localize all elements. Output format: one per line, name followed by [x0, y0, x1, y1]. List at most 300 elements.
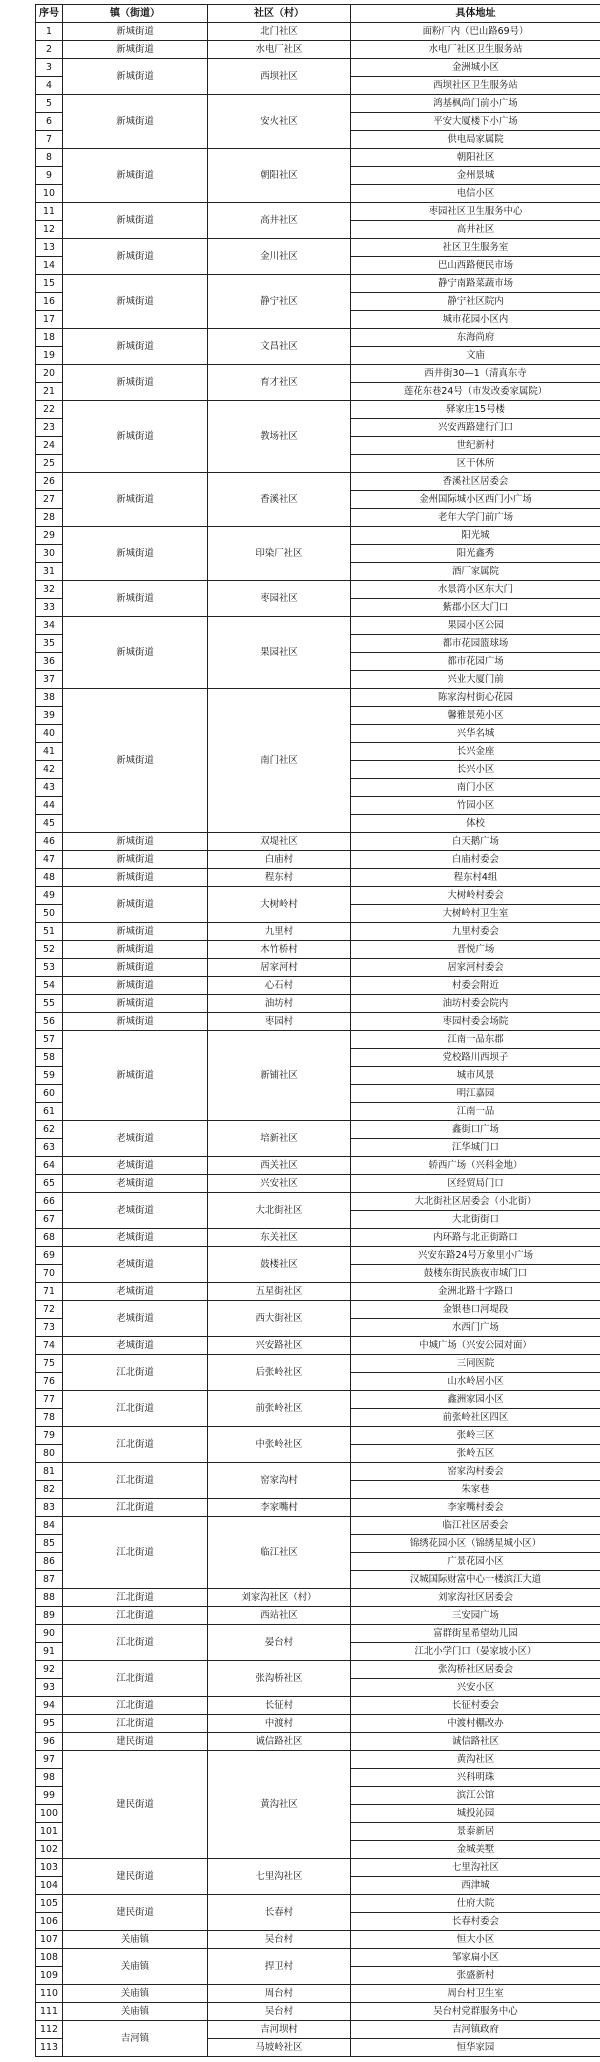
community-cell: 兴安社区 — [208, 1175, 351, 1193]
community-cell: 南门社区 — [208, 689, 351, 833]
address-cell: 鼓楼东街民族夜市城门口 — [351, 1265, 600, 1283]
community-cell: 果园社区 — [208, 617, 351, 689]
address-cell: 长征村委会 — [351, 1697, 600, 1715]
address-cell: 朝阳社区 — [351, 149, 600, 167]
town-cell: 新城街道 — [63, 41, 208, 59]
table-row — [36, 1193, 600, 1211]
community-cell: 窑家沟村 — [208, 1463, 351, 1499]
community-cell: 后张岭社区 — [208, 1355, 351, 1391]
serial-cell: 69 — [36, 1247, 63, 1265]
serial-cell: 83 — [36, 1499, 63, 1517]
town-cell: 吉河镇 — [63, 2021, 208, 2057]
address-cell: 程东村4组 — [351, 869, 600, 887]
table-row — [36, 1229, 600, 1247]
community-cell: 七里沟社区 — [208, 1859, 351, 1895]
community-cell: 西关社区 — [208, 1157, 351, 1175]
serial-cell: 26 — [36, 473, 63, 491]
serial-cell: 109 — [36, 1967, 63, 1985]
address-cell: 临江社区居委会 — [351, 1517, 600, 1535]
serial-cell: 9 — [36, 167, 63, 185]
serial-cell: 72 — [36, 1301, 63, 1319]
serial-cell: 4 — [36, 77, 63, 95]
address-cell: 金洲北路十字路口 — [351, 1283, 600, 1301]
serial-cell: 65 — [36, 1175, 63, 1193]
community-cell: 油坊村 — [208, 995, 351, 1013]
town-cell: 新城街道 — [63, 923, 208, 941]
address-cell: 恒华家园 — [351, 2039, 600, 2057]
address-cell: 诚信路社区 — [351, 1733, 600, 1751]
town-cell: 新城街道 — [63, 527, 208, 581]
serial-cell: 12 — [36, 221, 63, 239]
community-cell: 居家河村 — [208, 959, 351, 977]
table-row — [36, 941, 600, 959]
town-cell: 新城街道 — [63, 851, 208, 869]
table-row — [36, 1697, 600, 1715]
serial-cell: 11 — [36, 203, 63, 221]
serial-cell: 87 — [36, 1571, 63, 1589]
serial-cell: 14 — [36, 257, 63, 275]
address-cell: 阳光城 — [351, 527, 600, 545]
table-row — [36, 689, 600, 707]
town-cell: 老城街道 — [63, 1247, 208, 1283]
header-town: 镇（街道） — [63, 5, 208, 23]
serial-cell: 71 — [36, 1283, 63, 1301]
town-cell: 关庙镇 — [63, 1949, 208, 1985]
town-cell: 新城街道 — [63, 275, 208, 329]
town-cell: 建民街道 — [63, 1895, 208, 1931]
table-row — [36, 401, 600, 419]
community-cell: 北门社区 — [208, 23, 351, 41]
community-cell: 新铺社区 — [208, 1031, 351, 1121]
serial-cell: 54 — [36, 977, 63, 995]
table-row — [36, 1031, 600, 1049]
town-cell: 新城街道 — [63, 203, 208, 239]
town-cell: 新城街道 — [63, 869, 208, 887]
community-cell: 心石村 — [208, 977, 351, 995]
table-row — [36, 995, 600, 1013]
serial-cell: 35 — [36, 635, 63, 653]
address-cell: 城投沁园 — [351, 1805, 600, 1823]
table-row — [36, 59, 600, 77]
address-cell: 山水岭居小区 — [351, 1373, 600, 1391]
serial-cell: 66 — [36, 1193, 63, 1211]
address-cell: 周台村卫生室 — [351, 1985, 600, 2003]
serial-cell: 46 — [36, 833, 63, 851]
town-cell: 新城街道 — [63, 473, 208, 527]
community-cell: 周台村 — [208, 1985, 351, 2003]
serial-cell: 73 — [36, 1319, 63, 1337]
table-row — [36, 1859, 600, 1877]
town-cell: 新城街道 — [63, 59, 208, 95]
address-cell: 文庙 — [351, 347, 600, 365]
table-row — [36, 1121, 600, 1139]
community-cell: 西站社区 — [208, 1607, 351, 1625]
address-cell: 水景湾小区东大门 — [351, 581, 600, 599]
serial-cell: 48 — [36, 869, 63, 887]
community-cell: 白庙村 — [208, 851, 351, 869]
serial-cell: 94 — [36, 1697, 63, 1715]
town-cell: 关庙镇 — [63, 1985, 208, 2003]
serial-cell: 56 — [36, 1013, 63, 1031]
address-cell: 张岭五区 — [351, 1445, 600, 1463]
table-row — [36, 1661, 600, 1679]
town-cell: 江北街道 — [63, 1697, 208, 1715]
table-row — [36, 617, 600, 635]
serial-cell: 13 — [36, 239, 63, 257]
address-cell: 驿家庄15号楼 — [351, 401, 600, 419]
town-cell: 老城街道 — [63, 1121, 208, 1157]
address-cell: 恒大小区 — [351, 1931, 600, 1949]
serial-cell: 86 — [36, 1553, 63, 1571]
serial-cell: 53 — [36, 959, 63, 977]
table-row — [36, 977, 600, 995]
address-cell: 社区卫生服务室 — [351, 239, 600, 257]
address-cell: 白庙村委会 — [351, 851, 600, 869]
serial-cell: 59 — [36, 1067, 63, 1085]
town-cell: 关庙镇 — [63, 1931, 208, 1949]
serial-cell: 16 — [36, 293, 63, 311]
community-cell: 中渡村 — [208, 1715, 351, 1733]
table-row — [36, 1175, 600, 1193]
town-cell: 新城街道 — [63, 977, 208, 995]
serial-cell: 34 — [36, 617, 63, 635]
serial-cell: 15 — [36, 275, 63, 293]
community-cell: 教场社区 — [208, 401, 351, 473]
table-row — [36, 1247, 600, 1265]
address-cell: 供电局家属院 — [351, 131, 600, 149]
address-cell: 汉城国际财富中心一楼滨江大道 — [351, 1571, 600, 1589]
town-cell: 新城街道 — [63, 149, 208, 203]
serial-cell: 1 — [36, 23, 63, 41]
serial-cell: 6 — [36, 113, 63, 131]
community-cell: 双堤社区 — [208, 833, 351, 851]
address-cell: 紫郡小区大门口 — [351, 599, 600, 617]
address-cell: 酒厂家属院 — [351, 563, 600, 581]
community-cell: 前张岭社区 — [208, 1391, 351, 1427]
serial-cell: 68 — [36, 1229, 63, 1247]
address-cell: 陈家沟村街心花园 — [351, 689, 600, 707]
header-community: 社区（村） — [208, 5, 351, 23]
town-cell: 关庙镇 — [63, 2003, 208, 2021]
serial-cell: 10 — [36, 185, 63, 203]
serial-cell: 22 — [36, 401, 63, 419]
address-cell: 江南一品 — [351, 1103, 600, 1121]
community-cell: 育才社区 — [208, 365, 351, 401]
community-cell: 朝阳社区 — [208, 149, 351, 203]
address-cell: 高井社区 — [351, 221, 600, 239]
address-cell: 馨雅景苑小区 — [351, 707, 600, 725]
address-cell: 鑫街口广场 — [351, 1121, 600, 1139]
table-row — [36, 851, 600, 869]
header-row — [36, 5, 600, 23]
serial-cell: 90 — [36, 1625, 63, 1643]
serial-cell: 17 — [36, 311, 63, 329]
serial-cell: 55 — [36, 995, 63, 1013]
serial-cell: 97 — [36, 1751, 63, 1769]
community-cell: 吴台村 — [208, 2003, 351, 2021]
table-row — [36, 1301, 600, 1319]
serial-cell: 58 — [36, 1049, 63, 1067]
town-cell: 老城街道 — [63, 1193, 208, 1229]
serial-cell: 47 — [36, 851, 63, 869]
address-cell: 邹家扁小区 — [351, 1949, 600, 1967]
serial-cell: 27 — [36, 491, 63, 509]
serial-cell: 19 — [36, 347, 63, 365]
town-cell: 建民街道 — [63, 1859, 208, 1895]
address-cell: 水西门广场 — [351, 1319, 600, 1337]
serial-cell: 84 — [36, 1517, 63, 1535]
address-cell: 吴台村党群服务中心 — [351, 2003, 600, 2021]
address-cell: 张盛新村 — [351, 1967, 600, 1985]
serial-cell: 91 — [36, 1643, 63, 1661]
serial-cell: 37 — [36, 671, 63, 689]
town-cell: 新城街道 — [63, 833, 208, 851]
serial-cell: 78 — [36, 1409, 63, 1427]
town-cell: 新城街道 — [63, 95, 208, 149]
serial-cell: 62 — [36, 1121, 63, 1139]
table-row — [36, 329, 600, 347]
address-cell: 窑家沟村委会 — [351, 1463, 600, 1481]
serial-cell: 85 — [36, 1535, 63, 1553]
serial-cell: 51 — [36, 923, 63, 941]
address-cell: 金银巷口河堤段 — [351, 1301, 600, 1319]
community-cell: 高井社区 — [208, 203, 351, 239]
table-row — [36, 1337, 600, 1355]
address-cell: 枣园社区卫生服务中心 — [351, 203, 600, 221]
serial-cell: 43 — [36, 779, 63, 797]
serial-cell: 36 — [36, 653, 63, 671]
address-cell: 中城广场（兴安公园对面） — [351, 1337, 600, 1355]
serial-cell: 8 — [36, 149, 63, 167]
serial-cell: 75 — [36, 1355, 63, 1373]
header-serial: 序号 — [36, 5, 63, 23]
table-row — [36, 203, 600, 221]
town-cell: 新城街道 — [63, 941, 208, 959]
community-cell: 诚信路社区 — [208, 1733, 351, 1751]
town-cell: 新城街道 — [63, 1013, 208, 1031]
table-row — [36, 1157, 600, 1175]
address-cell: 金州景城 — [351, 167, 600, 185]
town-cell: 建民街道 — [63, 1733, 208, 1751]
community-cell: 五星街社区 — [208, 1283, 351, 1301]
address-cell: 区干休所 — [351, 455, 600, 473]
address-cell: 江南一品东郡 — [351, 1031, 600, 1049]
community-cell: 静宁社区 — [208, 275, 351, 329]
serial-cell: 33 — [36, 599, 63, 617]
community-cell: 吉河坝村 — [208, 2021, 351, 2039]
serial-cell: 108 — [36, 1949, 63, 1967]
serial-cell: 101 — [36, 1823, 63, 1841]
header-address: 具体地址 — [351, 5, 600, 23]
town-cell: 江北街道 — [63, 1499, 208, 1517]
address-cell: 锦绣花园小区（锦绣星城小区） — [351, 1535, 600, 1553]
serial-cell: 103 — [36, 1859, 63, 1877]
address-cell: 兴华名城 — [351, 725, 600, 743]
table-row — [36, 959, 600, 977]
serial-cell: 88 — [36, 1589, 63, 1607]
town-cell: 老城街道 — [63, 1301, 208, 1337]
town-cell: 老城街道 — [63, 1157, 208, 1175]
address-cell: 白天鹅广场 — [351, 833, 600, 851]
town-cell: 老城街道 — [63, 1283, 208, 1301]
town-cell: 江北街道 — [63, 1715, 208, 1733]
table-row — [36, 869, 600, 887]
community-cell: 长春村 — [208, 1895, 351, 1931]
address-cell: 大北街社区居委会（小北街） — [351, 1193, 600, 1211]
table-row — [36, 1895, 600, 1913]
table-row — [36, 1733, 600, 1751]
town-cell: 老城街道 — [63, 1337, 208, 1355]
address-cell: 兴科明珠 — [351, 1769, 600, 1787]
town-cell: 建民街道 — [63, 1751, 208, 1859]
serial-cell: 38 — [36, 689, 63, 707]
address-cell: 东海尚府 — [351, 329, 600, 347]
serial-cell: 25 — [36, 455, 63, 473]
serial-cell: 95 — [36, 1715, 63, 1733]
town-cell: 新城街道 — [63, 689, 208, 833]
address-cell: 广景花园小区 — [351, 1553, 600, 1571]
table-row — [36, 1985, 600, 2003]
town-cell: 新城街道 — [63, 329, 208, 365]
table-body — [36, 23, 600, 2057]
address-cell: 大树岭村卫生室 — [351, 905, 600, 923]
town-cell: 江北街道 — [63, 1661, 208, 1697]
serial-cell: 110 — [36, 1985, 63, 2003]
table-row — [36, 1355, 600, 1373]
community-cell: 张沟桥社区 — [208, 1661, 351, 1697]
serial-cell: 49 — [36, 887, 63, 905]
serial-cell: 57 — [36, 1031, 63, 1049]
address-cell: 香溪社区居委会 — [351, 473, 600, 491]
serial-cell: 82 — [36, 1481, 63, 1499]
serial-cell: 60 — [36, 1085, 63, 1103]
town-cell: 江北街道 — [63, 1607, 208, 1625]
serial-cell: 107 — [36, 1931, 63, 1949]
address-cell: 体校 — [351, 815, 600, 833]
community-cell: 枣园社区 — [208, 581, 351, 617]
serial-cell: 40 — [36, 725, 63, 743]
community-cell: 西坝社区 — [208, 59, 351, 95]
community-cell: 香溪社区 — [208, 473, 351, 527]
table-row — [36, 1391, 600, 1409]
community-cell: 金川社区 — [208, 239, 351, 275]
community-cell: 鼓楼社区 — [208, 1247, 351, 1283]
town-cell: 老城街道 — [63, 1175, 208, 1193]
address-cell: 都市花园篮球场 — [351, 635, 600, 653]
address-cell: 滨江公馆 — [351, 1787, 600, 1805]
table-row — [36, 527, 600, 545]
serial-cell: 89 — [36, 1607, 63, 1625]
table-row — [36, 1751, 600, 1769]
community-cell: 文昌社区 — [208, 329, 351, 365]
community-cell: 印染厂社区 — [208, 527, 351, 581]
address-cell: 前张岭社区四区 — [351, 1409, 600, 1427]
address-cell: 中渡村棚改办 — [351, 1715, 600, 1733]
address-cell: 朱家巷 — [351, 1481, 600, 1499]
address-cell: 西坝社区卫生服务站 — [351, 77, 600, 95]
serial-cell: 28 — [36, 509, 63, 527]
address-cell: 江华城门口 — [351, 1139, 600, 1157]
town-cell: 新城街道 — [63, 617, 208, 689]
address-cell: 静宁南路菜蔬市场 — [351, 275, 600, 293]
table-row — [36, 581, 600, 599]
serial-cell: 77 — [36, 1391, 63, 1409]
serial-cell: 50 — [36, 905, 63, 923]
serial-cell: 81 — [36, 1463, 63, 1481]
table-row — [36, 41, 600, 59]
table-row — [36, 23, 600, 41]
address-cell: 静宁社区院内 — [351, 293, 600, 311]
community-cell: 刘家沟社区（村） — [208, 1589, 351, 1607]
address-table — [35, 4, 600, 2057]
address-cell: 明江嘉园 — [351, 1085, 600, 1103]
table-row — [36, 833, 600, 851]
address-cell: 九里村委会 — [351, 923, 600, 941]
address-cell: 兴安小区 — [351, 1679, 600, 1697]
address-cell: 城市风景 — [351, 1067, 600, 1085]
serial-cell: 106 — [36, 1913, 63, 1931]
town-cell: 江北街道 — [63, 1589, 208, 1607]
town-cell: 新城街道 — [63, 581, 208, 617]
address-cell: 江北小学门口（晏家坡小区） — [351, 1643, 600, 1661]
community-cell: 程东村 — [208, 869, 351, 887]
community-cell: 培新社区 — [208, 1121, 351, 1157]
address-cell: 电信小区 — [351, 185, 600, 203]
community-cell: 安火社区 — [208, 95, 351, 149]
town-cell: 新城街道 — [63, 401, 208, 473]
address-cell: 西津城 — [351, 1877, 600, 1895]
address-cell: 富群街星希望幼儿园 — [351, 1625, 600, 1643]
address-cell: 平安大厦楼下小广场 — [351, 113, 600, 131]
table-row — [36, 887, 600, 905]
serial-cell: 112 — [36, 2021, 63, 2039]
serial-cell: 111 — [36, 2003, 63, 2021]
serial-cell: 39 — [36, 707, 63, 725]
serial-cell: 61 — [36, 1103, 63, 1121]
serial-cell: 79 — [36, 1427, 63, 1445]
address-cell: 张沟桥社区居委会 — [351, 1661, 600, 1679]
address-cell: 兴业大厦门前 — [351, 671, 600, 689]
table-row — [36, 2021, 600, 2039]
address-cell: 世纪新村 — [351, 437, 600, 455]
community-cell: 九里村 — [208, 923, 351, 941]
serial-cell: 44 — [36, 797, 63, 815]
community-cell: 黄沟社区 — [208, 1751, 351, 1859]
address-cell: 城市花园小区内 — [351, 311, 600, 329]
table-row — [36, 1931, 600, 1949]
serial-cell: 52 — [36, 941, 63, 959]
address-cell: 鸿基枫尚门前小广场 — [351, 95, 600, 113]
address-cell: 竹园小区 — [351, 797, 600, 815]
serial-cell: 30 — [36, 545, 63, 563]
serial-cell: 92 — [36, 1661, 63, 1679]
address-cell: 长春村委会 — [351, 1913, 600, 1931]
address-cell: 居家河村委会 — [351, 959, 600, 977]
address-cell: 金城美墅 — [351, 1841, 600, 1859]
address-cell: 果园小区公园 — [351, 617, 600, 635]
serial-cell: 20 — [36, 365, 63, 383]
address-cell: 兴安西路建行门口 — [351, 419, 600, 437]
table-row — [36, 365, 600, 383]
address-cell: 仕府大院 — [351, 1895, 600, 1913]
serial-cell: 23 — [36, 419, 63, 437]
address-cell: 金洲城小区 — [351, 59, 600, 77]
address-cell: 水电厂社区卫生服务站 — [351, 41, 600, 59]
table-row — [36, 275, 600, 293]
address-cell: 老年大学门前广场 — [351, 509, 600, 527]
community-cell: 中张岭社区 — [208, 1427, 351, 1463]
town-cell: 江北街道 — [63, 1463, 208, 1499]
